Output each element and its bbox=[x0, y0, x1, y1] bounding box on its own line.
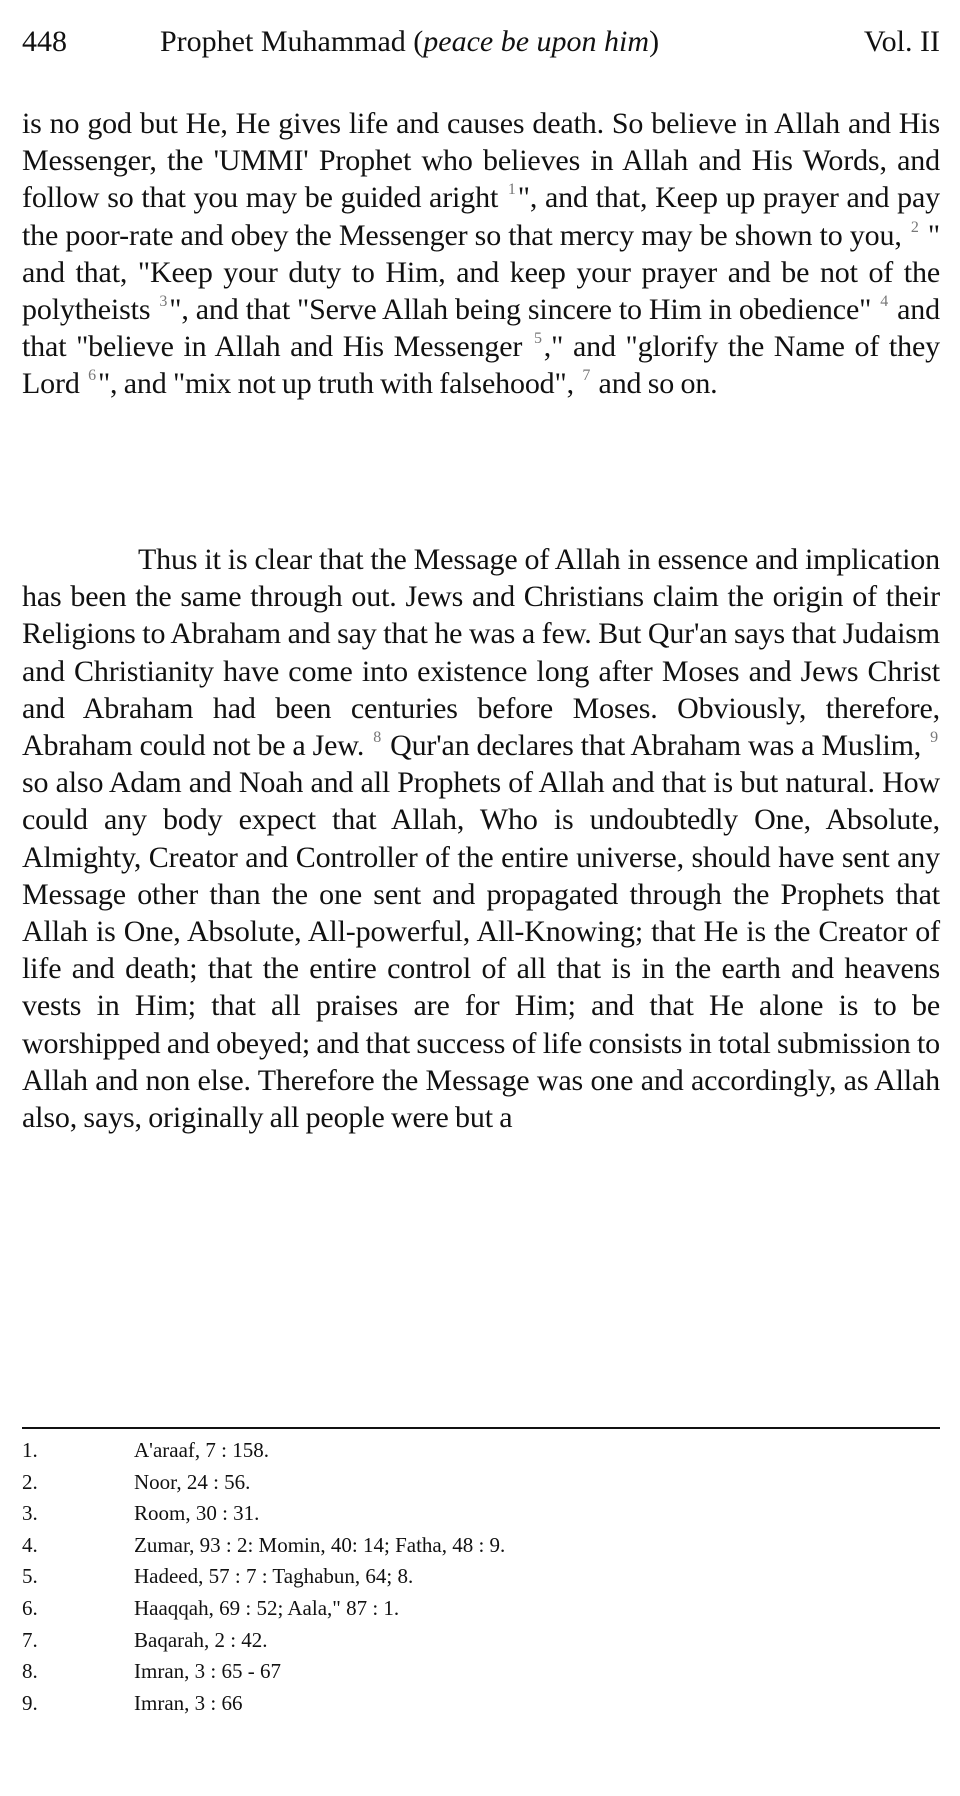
book-title bbox=[160, 22, 659, 62]
paragraph-1 bbox=[22, 105, 940, 403]
footnote-item bbox=[22, 1561, 940, 1593]
footnote-marker-2: 2 bbox=[910, 218, 919, 236]
paragraph-1-text: ", and that, Keep up prayer and pay the poor-rate and obey the Messenger so that mercy may be shown to you, bbox=[22, 181, 941, 252]
footnote-number: 5. bbox=[22, 1564, 38, 1589]
footnote-item bbox=[22, 1593, 940, 1625]
footnote-divider bbox=[22, 1427, 940, 1429]
footnote-reference: Noor, 24 : 56. bbox=[134, 1469, 251, 1494]
footnote-marker-1: 1 bbox=[507, 181, 516, 199]
footnote-number: 9. bbox=[22, 1690, 38, 1715]
footnote-number: 6. bbox=[22, 1595, 38, 1620]
footnote-reference: Zumar, 93 : 2: Momin, 40: 14; Fatha, 48 : 9. bbox=[134, 1532, 506, 1557]
paragraph-2-text: Thus it is clear that the Message of Allah in essence and implication has been the same through out. Jews and Christians claim the origin of their Religions to Abraham and say that he was a few. But Qur'an says that Judaism and Christianity have come into existence long after Moses and Jews Christ and Abraham had been centuries before Moses. Obviously, therefore, Abraham could not be a Jew. bbox=[22, 543, 940, 763]
footnote-marker-6: 6 bbox=[88, 367, 96, 385]
footnote-number: 8. bbox=[22, 1659, 38, 1684]
running-header bbox=[22, 22, 940, 62]
footnote-marker-4: 4 bbox=[880, 293, 889, 311]
paragraph-1-text: is no god but He, He gives life and causes death. So believe in Allah and His Messenger, the 'UMMI' Prophet who believes in Allah and His Words, and follow so that you may be guided aright bbox=[22, 107, 940, 215]
footnote-marker-8: 8 bbox=[373, 729, 382, 747]
footnote-marker-7: 7 bbox=[582, 367, 591, 385]
footnote-reference: A'araaf, 7 : 158. bbox=[134, 1438, 269, 1462]
footnote-number: 3. bbox=[22, 1501, 38, 1526]
footnote-marker-5: 5 bbox=[533, 330, 542, 348]
footnote-item bbox=[22, 1656, 940, 1688]
page-number: 448 bbox=[22, 25, 67, 58]
book-title-italic: peace be upon him bbox=[423, 25, 650, 58]
footnote-reference: Hadeed, 57 : 7 : Taghabun, 64; 8. bbox=[134, 1564, 414, 1589]
paragraph-1-text: ", and that "Serve Allah being sincere to Him in obedience" bbox=[169, 293, 879, 327]
footnote-reference: Baqarah, 2 : 42. bbox=[134, 1627, 268, 1652]
footnote-marker-3: 3 bbox=[159, 293, 168, 311]
paragraph-2-text: Qur'an declares that Abraham was a Muslim, bbox=[383, 729, 929, 763]
footnote-number: 7. bbox=[22, 1627, 38, 1652]
paragraph-1-text: ", and "mix not up truth with falsehood", bbox=[97, 367, 581, 401]
book-title-main: Prophet Muhammad ( bbox=[160, 25, 424, 58]
paragraph-1-text: and so on. bbox=[592, 367, 718, 401]
footnote-list bbox=[22, 1435, 940, 1719]
footnote-number: 2. bbox=[22, 1469, 38, 1494]
footnote-item bbox=[22, 1688, 940, 1720]
paragraph-2 bbox=[22, 541, 940, 1136]
footnote-reference: Haaqqah, 69 : 52; Aala," 87 : 1. bbox=[134, 1595, 400, 1620]
paragraph-2-text: so also Adam and Noah and all Prophets of Allah and that is but natural. How could any body expect that Allah, Who is undoubtedly One, Absolute, Almighty, Creator and Controller of the entire universe, should have sent any Message other than the one sent and propagated through the Prophets that Allah is One, Absolute, All-powerful, All-Knowing; that He is the Creator of life and death; that the entire control of all that is in the earth and heavens vests in Him; that all praises are for Him; and that He alone is to be worshipped and obeyed; and that success of life consists in total submission to Allah and non else. Therefore the Message was one and accordingly, as Allah also, says, originally all people were but a bbox=[22, 766, 940, 1135]
book-page bbox=[22, 0, 942, 1796]
footnote-item bbox=[22, 1498, 940, 1530]
footnote-item bbox=[22, 1625, 940, 1657]
paragraph-1-text: " and that, "Keep your duty to Him, and keep your prayer and be not of the polytheists bbox=[22, 218, 940, 327]
footnote-reference: Imran, 3 : 66 bbox=[134, 1690, 243, 1715]
footnote-item bbox=[22, 1467, 940, 1499]
book-title-close: ) bbox=[649, 25, 660, 58]
footnote-reference: Room, 30 : 31. bbox=[134, 1501, 260, 1526]
footnote-item bbox=[22, 1435, 940, 1467]
footnote-marker-9: 9 bbox=[930, 729, 938, 747]
footnote-number: 1. bbox=[22, 1438, 38, 1462]
paragraph-1-text: ," and "glorify the Name of they Lord bbox=[22, 330, 940, 401]
paragraph-1-text: and that "believe in Allah and His Messenger bbox=[22, 293, 940, 364]
footnote-item bbox=[22, 1530, 940, 1562]
footnote-reference: Imran, 3 : 65 - 67 bbox=[134, 1659, 281, 1684]
footnote-number: 4. bbox=[22, 1532, 38, 1557]
volume-label: Vol. II bbox=[863, 25, 940, 58]
